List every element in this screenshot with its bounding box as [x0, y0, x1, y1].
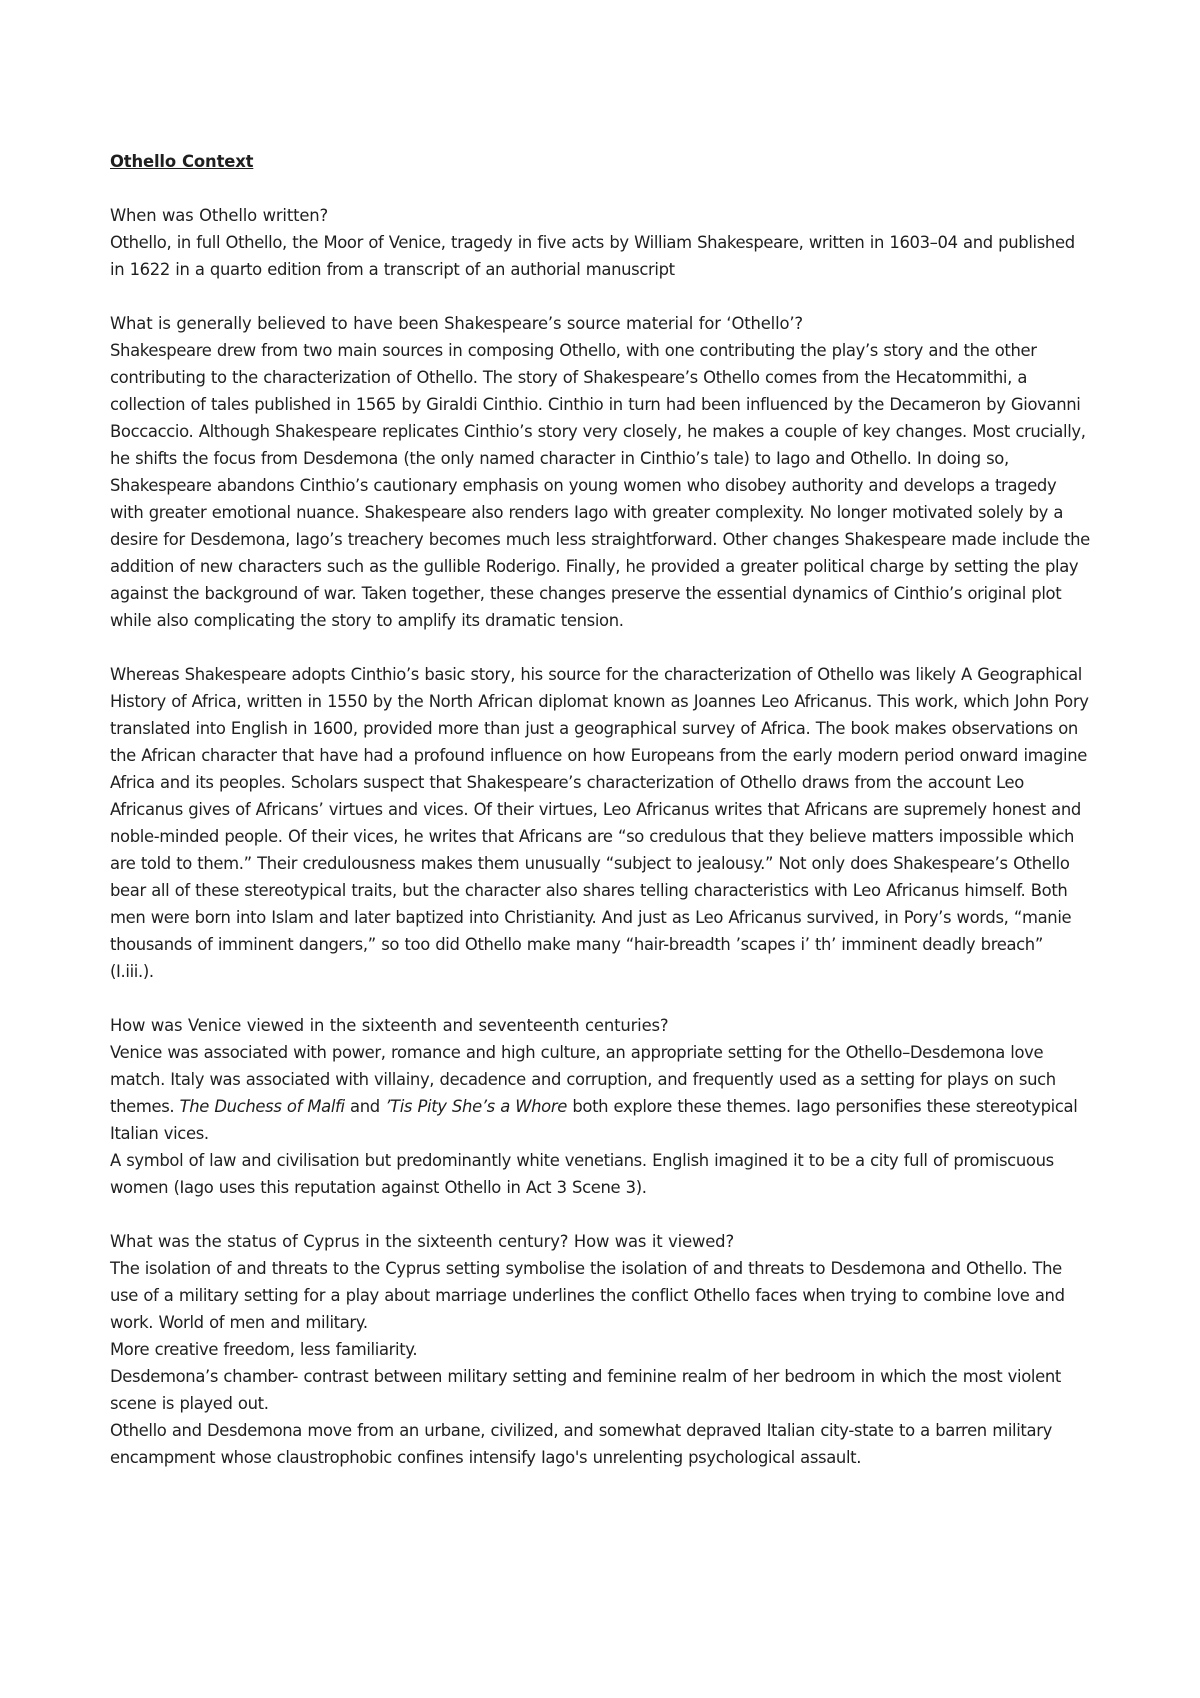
answer-venice-symbol: A symbol of law and civilisation but predominantly white venetians. English imagined it to be a city full of promiscuous women (Iago uses this reputation against Othello in Act 3 Scene 3).	[110, 1151, 1054, 1197]
section-written	[110, 202, 1090, 283]
question-venice: How was Venice viewed in the sixteenth and seventeenth centuries?	[110, 1016, 669, 1035]
answer-cyprus-move: Othello and Desdemona move from an urbane, civilized, and somewhat depraved Italian city-state to a barren military encampment whose claustrophobic confines intensify Iago's unrelenting psychological assault.	[110, 1421, 1052, 1467]
title-duchess-of-malfi: The Duchess of Malfi	[179, 1097, 345, 1116]
paragraph-africanus: Whereas Shakespeare adopts Cinthio’s basic story, his source for the characterization of Othello was likely A Geographical History of Africa, written in 1550 by the North African diplomat known as Joannes Leo Africanus. This work, which John Pory translated into English in 1600, provided more than just a geographical survey of Africa. The book makes observations on the African character that have had a profound influence on how Europeans from the early modern period onward imagine Africa and its peoples. Scholars suspect that Shakespeare’s characterization of Othello draws from the account Leo Africanus gives of Africans’ virtues and vices. Of their virtues, Leo Africanus writes that Africans are supremely honest and noble-minded people. Of their vices, he writes that Africans are “so credulous that they believe matters impossible which are told to them.” Their credulousness makes them unusually “subject to jealousy.” Not only does Shakespeare’s Othello bear all of these stereotypical traits, but the character also shares telling characteristics with Leo Africanus himself. Both men were born into Islam and later baptized into Christianity. And just as Leo Africanus survived, in Pory’s words, “manie thousands of imminent dangers,” so too did Othello make many “hair-breadth ’scapes i’ th’ imminent deadly breach” (I.iii.).	[110, 665, 1089, 981]
answer-cyprus-isolation: The isolation of and threats to the Cyprus setting symbolise the isolation of and threats to Desdemona and Othello. The use of a military setting for a play about marriage underlines the conflict Othello faces when trying to combine love and work. World of men and military.	[110, 1259, 1065, 1332]
answer-sources: Shakespeare drew from two main sources in composing Othello, with one contributing the play’s story and the other contributing to the characterization of Othello. The story of Shakespeare’s Othello comes from the Hecatommithi, a collection of tales published in 1565 by Giraldi Cinthio. Cinthio in turn had been influenced by the Decameron by Giovanni Boccaccio. Although Shakespeare replicates Cinthio’s story very closely, he makes a couple of key changes. Most crucially, he shifts the focus from Desdemona (the only named character in Cinthio’s tale) to Iago and Othello. In doing so, Shakespeare abandons Cinthio’s cautionary emphasis on young women who disobey authority and develops a tragedy with greater emotional nuance. Shakespeare also renders Iago with greater complexity. No longer motivated solely by a desire for Desdemona, Iago’s treachery becomes much less straightforward. Other changes Shakespeare made include the addition of new characters such as the gullible Roderigo. Finally, he provided a greater political charge by setting the play against the background of war. Taken together, these changes preserve the essential dynamics of Cinthio’s original plot while also complicating the story to amplify its dramatic tension.	[110, 341, 1090, 630]
question-written: When was Othello written?	[110, 206, 329, 225]
answer-written: Othello, in full Othello, the Moor of Venice, tragedy in five acts by William Shakespeare, written in 1603–04 and published in 1622 in a quarto edition from a transcript of an authorial manuscript	[110, 233, 1075, 279]
title-tis-pity: ’Tis Pity She’s a Whore	[385, 1097, 567, 1116]
answer-cyprus-freedom: More creative freedom, less familiarity.	[110, 1340, 418, 1359]
question-sources: What is generally believed to have been Shakespeare’s source material for ‘Othello’?	[110, 314, 803, 333]
section-cyprus	[110, 1228, 1090, 1471]
venice-text-a: Venice was associated with power, romance and high culture, an appropriate setting for the Othello–Desdemona love match. Italy was associated with villainy, decadence and corruption, and frequently used as a setting for plays on such themes.	[110, 1043, 1056, 1116]
venice-text-c: both explore these themes. Iago personifies these stereotypical Italian vices.	[110, 1097, 1078, 1143]
answer-venice	[110, 1039, 1090, 1147]
section-sources	[110, 310, 1090, 634]
answer-cyprus-chamber: Desdemona’s chamber- contrast between military setting and feminine realm of her bedroom in which the most violent scene is played out.	[110, 1367, 1061, 1413]
section-africanus	[110, 661, 1090, 985]
venice-text-b: and	[344, 1097, 386, 1116]
section-venice	[110, 1012, 1090, 1201]
document-title: Othello Context	[110, 152, 254, 171]
question-cyprus: What was the status of Cyprus in the sixteenth century? How was it viewed?	[110, 1232, 734, 1251]
